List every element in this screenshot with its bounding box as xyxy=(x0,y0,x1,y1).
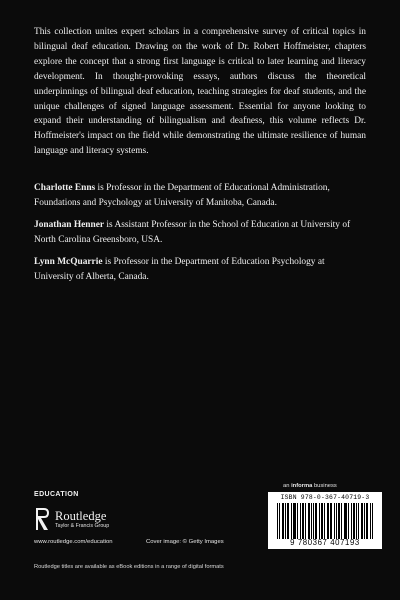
bio-text: is Assistant Professor in the School of Education at University of North Carolina Greensboro, USA. xyxy=(34,219,351,245)
ebook-note: Routledge titles are available as eBook editions in a range of digital formats xyxy=(34,564,224,570)
ean-digits: 9 780367 407193 xyxy=(290,538,360,547)
barcode-bars xyxy=(277,503,373,539)
barcode xyxy=(268,492,382,549)
author-bios xyxy=(34,181,366,291)
informa-brand: informa xyxy=(291,483,313,489)
informa-suffix: business xyxy=(312,483,337,489)
bio-entry xyxy=(34,181,366,211)
description-text: This collection unites expert scholars in a comprehensive survey of critical topics in bilingual deaf education. Drawing on the work of Dr. Robert Hoffmeister, chapters explore the concept that a strong first language is critical to later learning and literacy development. In thought-provoking essays, authors discuss the theoretical underpinnings of bilingual deaf education, teaching strategies for deaf students, and the unique challenges of signed language assessment. Essential for anyone looking to expand their understanding of bilingualism and deafness, this volume reflects Dr. Hoffmeister's impact on the field while demonstrating the ultimate resilience of human language and literacy systems. xyxy=(34,27,366,157)
bio-text: is Professor in the Department of Education Psychology at University of Alberta, Canada. xyxy=(34,256,325,282)
publisher-name: Routledge xyxy=(55,509,107,523)
bio-name: Jonathan Henner xyxy=(34,219,105,230)
cover-credit: Cover image: © Getty Images xyxy=(146,539,224,545)
subject-category: EDUCATION xyxy=(34,491,79,498)
routledge-logo-icon xyxy=(34,507,51,531)
publisher-group: Taylor & Francis Group xyxy=(55,523,110,529)
bio-entry xyxy=(34,218,366,248)
informa-prefix: an xyxy=(283,483,292,489)
website-link[interactable]: www.routledge.com/education xyxy=(34,539,113,545)
description-block xyxy=(34,25,366,159)
bio-name: Lynn McQuarrie xyxy=(34,256,103,267)
informa-tagline xyxy=(283,483,337,489)
bio-entry xyxy=(34,255,366,285)
publisher-logo xyxy=(34,507,154,531)
bio-text: is Professor in the Department of Educational Administration, Foundations and Psychology at University of Manitoba, Canada. xyxy=(34,183,330,208)
bio-name: Charlotte Enns xyxy=(34,183,96,193)
isbn-label: ISBN 978-0-367-40719-3 xyxy=(280,494,370,501)
